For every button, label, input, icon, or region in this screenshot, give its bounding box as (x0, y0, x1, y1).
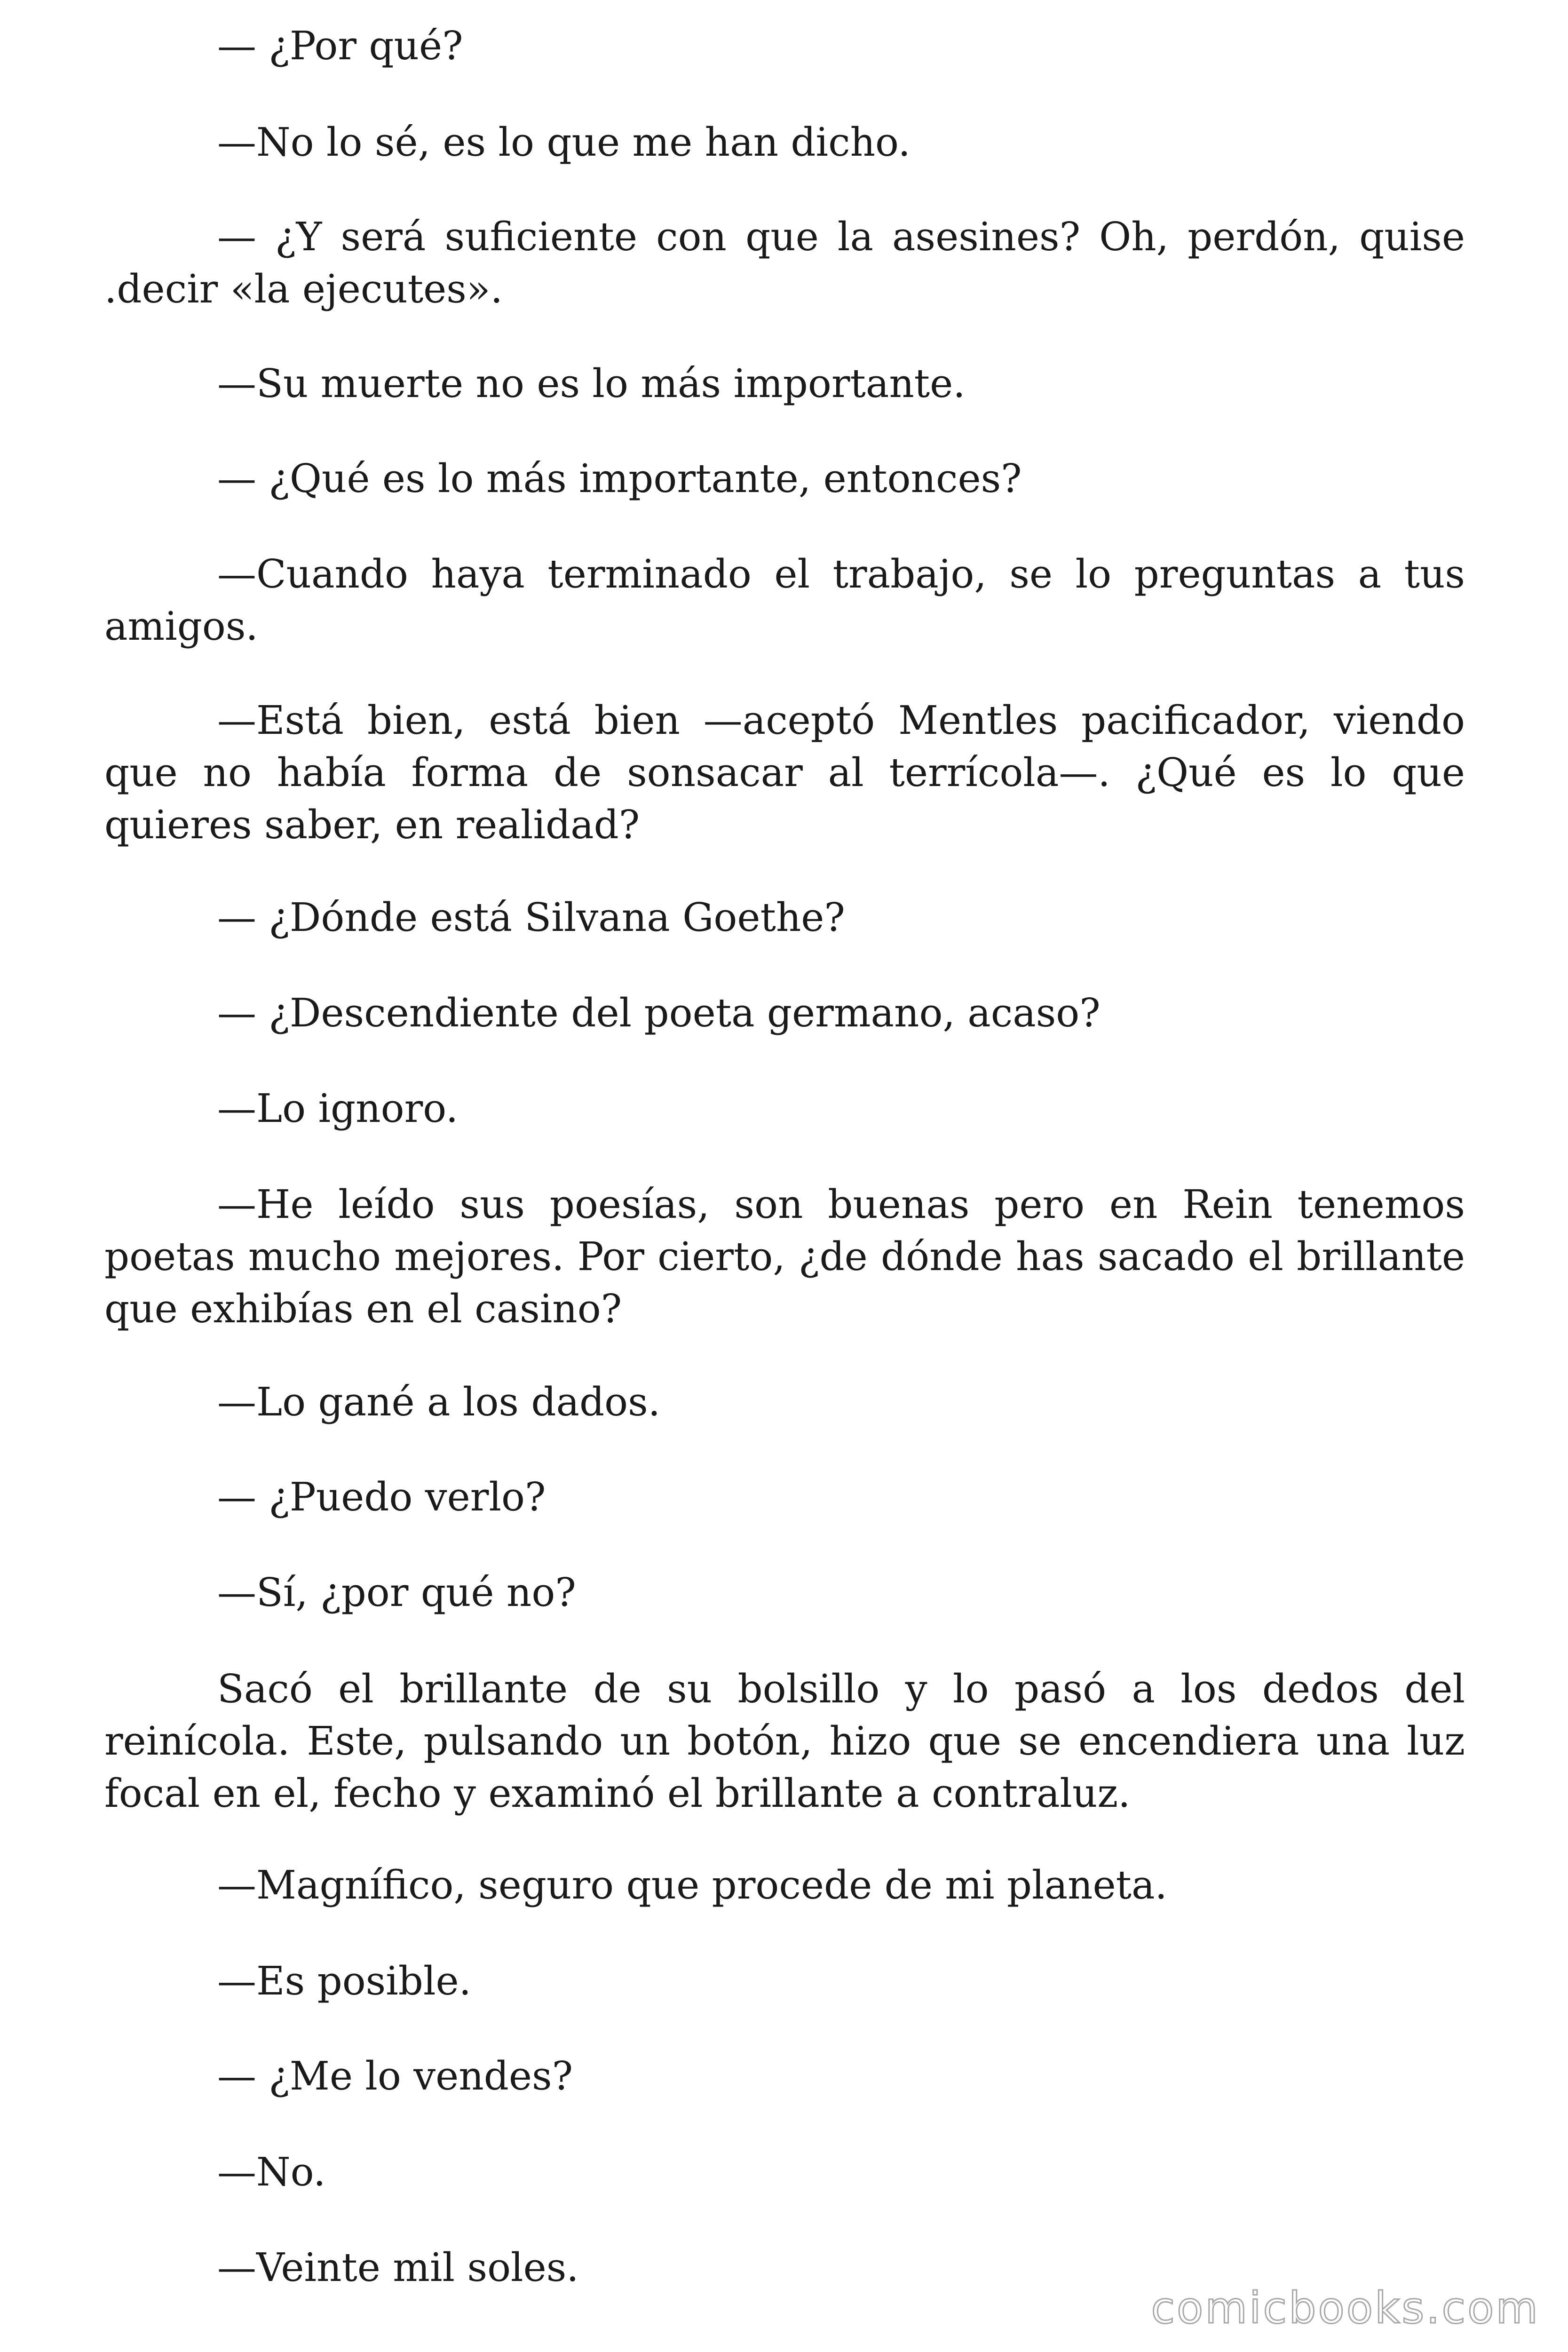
paragraph: —Su muerte no es lo más importante. (217, 361, 966, 406)
paragraph: — ¿Y será suficiente con que la asesines? Oh, perdón, quise .decir «la ejecutes». (104, 214, 1465, 312)
paragraph: — ¿Qué es lo más importante, entonces? (217, 456, 1022, 501)
paragraph: —No lo sé, es lo que me han dicho. (217, 119, 911, 165)
paragraph: —Lo gané a los dados. (217, 1379, 661, 1425)
paragraph: —No. (217, 2149, 326, 2195)
paragraph: Sacó el brillante de su bolsillo y lo pasó a los dedos del reinícola. Este, pulsando un botón, hizo que se encendiera una luz focal en el, fecho y examinó el brillante a contraluz. (104, 1666, 1465, 1816)
paragraph: —Está bien, está bien —aceptó Mentles pacificador, viendo que no había forma de sonsacar al terrícola—. ¿Qué es lo que quieres saber, en realidad? (104, 698, 1465, 848)
paragraph: —Es posible. (217, 1958, 471, 2004)
paragraph: — ¿Puedo verlo? (217, 1474, 546, 1520)
paragraph: —Lo ignoro. (217, 1086, 459, 1131)
paragraph: — ¿Descendiente del poeta germano, acaso? (217, 990, 1101, 1036)
paragraph: —Veinte mil soles. (217, 2245, 579, 2290)
paragraph: —He leído sus poesías, son buenas pero en Rein tenemos poetas mucho mejores. Por cierto, ¿de dónde has sacado el brillante que exhibías en el casino? (104, 1182, 1465, 1332)
paragraph: —Magnífico, seguro que procede de mi planeta. (217, 1862, 1167, 1908)
paragraph: — ¿Por qué? (217, 23, 463, 69)
paragraph: — ¿Dónde está Silvana Goethe? (217, 895, 845, 940)
paragraph: —Sí, ¿por qué no? (217, 1570, 576, 1615)
paragraph: — ¿Me lo vendes? (217, 2053, 573, 2099)
watermark: comicbooks.com (1151, 2283, 1540, 2333)
paragraph: —Cuando haya terminado el trabajo, se lo preguntas a tus amigos. (104, 551, 1465, 649)
